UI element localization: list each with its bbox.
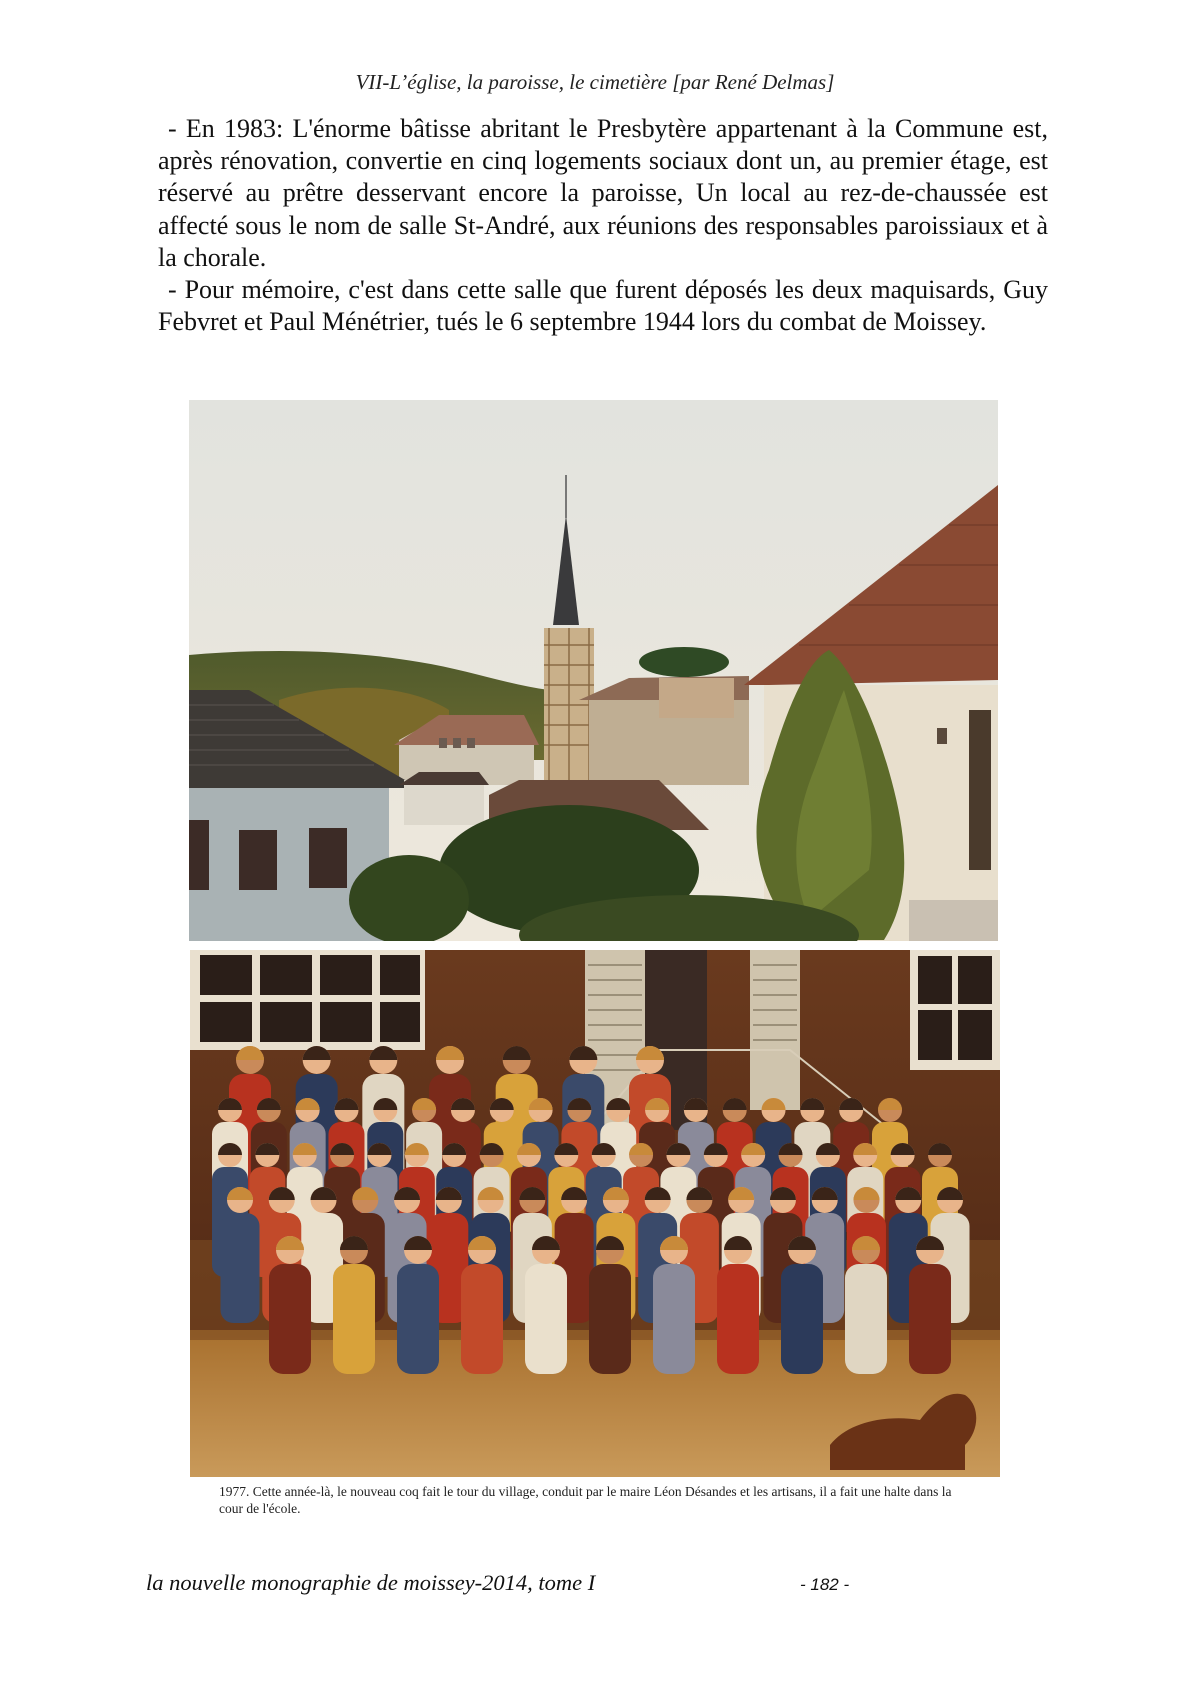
footer-title: la nouvelle monographie de moissey-2014, tome I: [146, 1570, 596, 1595]
page-number: - 182 -: [800, 1575, 850, 1594]
person-body: [909, 1264, 951, 1374]
school-group-photo: [190, 950, 1000, 1477]
person-body: [717, 1264, 759, 1374]
person-body: [397, 1264, 439, 1374]
village-church-photo: [189, 400, 998, 941]
photo-caption: 1977. Cette année-là, le nouveau coq fait le tour du village, conduit par le maire Léon Désandes et les artisans, il a fait une halte dans la cour de l'école.: [219, 1484, 952, 1516]
person-body: [461, 1264, 503, 1374]
person-body: [333, 1264, 375, 1374]
running-header: VII-L’église, la paroisse, le cimetière [par René Delmas]: [355, 70, 835, 94]
paragraph-1983: - En 1983: L'énorme bâtisse abritant le Presbytère appartenant à la Commune est, après rénovation, convertie en cinq logements sociaux dont un, au premier étage, est réservé au prêtre desservant encore la paroisse, Un local au rez-de-chaussée est affecté sous le nom de salle St-André, aux réunions des responsables paroissiaux et à la chorale.: [158, 114, 1048, 272]
person-body: [525, 1264, 567, 1374]
person-body: [589, 1264, 631, 1374]
person-body: [653, 1264, 695, 1374]
person-body: [269, 1264, 311, 1374]
person-body: [221, 1213, 260, 1323]
body-text: [158, 113, 1048, 338]
paragraph-memoire: - Pour mémoire, c'est dans cette salle que furent déposés les deux maquisards, Guy Febvret et Paul Ménétrier, tués le 6 septembre 1944 lors du combat de Moissey.: [158, 275, 1048, 337]
person-body: [845, 1264, 887, 1374]
person-body: [781, 1264, 823, 1374]
